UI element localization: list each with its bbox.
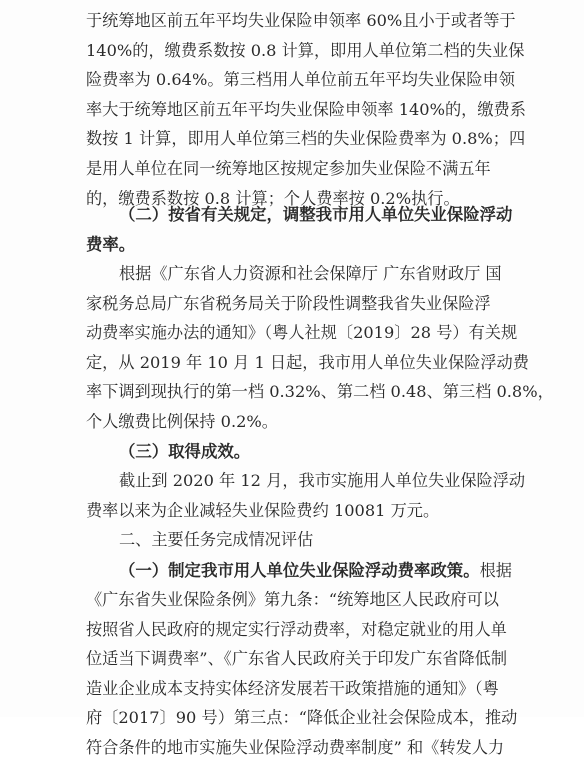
text-line: 率下调到现执行的第一档 0.32%、第二档 0.48、第三档 0.8%， <box>86 382 554 402</box>
text-line: 位适当下调费率”、《广东省人民政府关于印发广东省降低制 <box>86 649 508 669</box>
paragraph-provincial-notice <box>86 259 554 437</box>
heading-line <box>86 556 516 586</box>
inline-heading: （一）制定我市用人单位失业保险浮动费率政策。 <box>119 561 480 580</box>
paragraph-policy-basis-heading <box>86 556 516 586</box>
text-line: 是用人单位在同一统筹地区按规定参加失业保险不满五年 <box>86 158 491 178</box>
text-line: 动费率实施办法的通知》（粤人社规〔2019〕28 号）有关规 <box>86 323 518 343</box>
paragraph-unemployment-rate-tiers <box>86 6 526 213</box>
text-line: 家税务总局广东省税务局关于阶段性调整我省失业保险浮 <box>86 293 491 313</box>
text-line: 数按 1 计算，即用人单位第三档的失业保险费率为 0.8%；四 <box>86 129 526 149</box>
text-line: 的，缴费系数按 0.8 计算；个人费率按 0.2%执行。 <box>86 188 460 208</box>
text-line: 按照省人民政府的规定实行浮动费率，对稳定就业的用人单 <box>86 619 507 639</box>
text-line: 险费率为 0.64%。第三档用人单位前五年平均失业保险申领 <box>86 70 515 90</box>
text-line: 《广东省失业保险条例》第九条：“统筹地区人民政府可以 <box>86 590 499 609</box>
text-line: 根据《广东省人力资源和社会保障厅 广东省财政厅 国 <box>119 264 502 283</box>
paragraph-policy-basis <box>86 585 516 763</box>
heading-line: （三）取得成效。 <box>119 442 251 461</box>
subheading-results <box>86 437 516 467</box>
heading-line: 费率。 <box>86 234 136 254</box>
text-line: 率大于统筹地区前五年平均失业保险申领率 140%的，缴费系 <box>86 99 526 119</box>
section-title: 二、主要任务完成情况评估 <box>119 530 314 549</box>
text-line: 140%的，缴费系数按 0.8 计算，即用人单位第二档的失业保 <box>86 40 525 60</box>
inline-text: 根据 <box>479 561 512 580</box>
text-line: 截止到 2020 年 12 月，我市实施用人单位失业保险浮动 <box>119 471 526 490</box>
heading-line: （二）按省有关规定，调整我市用人单位失业保险浮动 <box>119 205 513 224</box>
paragraph-results <box>86 466 526 525</box>
text-line: 个人缴费比例保持 0.2%。 <box>86 411 278 431</box>
section-heading-evaluation <box>86 525 516 555</box>
text-line: 符合条件的地市实施失业保险浮动费率制度” 和《转发人力 <box>86 737 505 757</box>
text-line: 费率以来为企业减轻失业保险费约 10081 万元。 <box>86 500 440 520</box>
text-line: 造业企业成本支持实体经济发展若干政策措施的通知》（粤 <box>86 678 499 698</box>
subheading-adjust-floating-rate <box>86 200 516 259</box>
text-line: 于统筹地区前五年平均失业保险申领率 60%且小于或者等于 <box>86 11 516 30</box>
text-line: 府〔2017〕90 号）第三点：“降低企业社会保险成本，推动 <box>86 708 518 728</box>
text-line: 定，从 2019 年 10 月 1 日起，我市用人单位失业保险浮动费 <box>86 352 529 372</box>
